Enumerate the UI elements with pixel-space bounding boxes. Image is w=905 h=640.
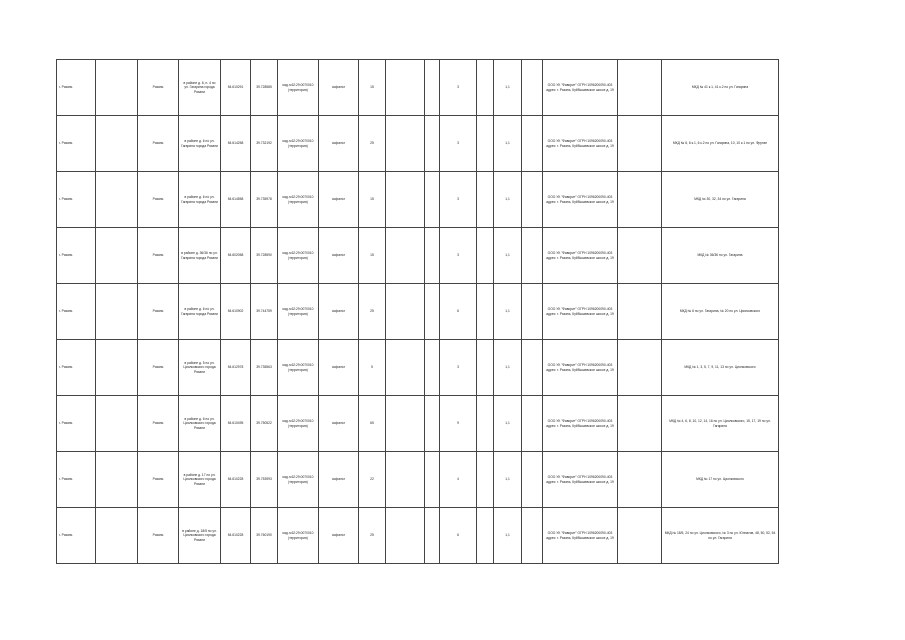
cell-empty <box>477 340 494 396</box>
cell-cadastral: кад.н.62:29:0070010 (территория) <box>278 340 319 396</box>
cell-served-buildings: МКД № 30, 32, 34 по ул. Гагарина <box>662 172 779 228</box>
cell-area: 25 <box>359 284 386 340</box>
cell-container-volume: 1,1 <box>494 228 522 284</box>
cell-empty <box>477 228 494 284</box>
table-row <box>57 508 779 564</box>
table-row <box>57 228 779 284</box>
cell-area: 15 <box>359 172 386 228</box>
cell-empty <box>425 396 440 452</box>
cell-longitude: 39.760190 <box>251 508 278 564</box>
cell-empty <box>96 340 138 396</box>
cell-empty <box>96 508 138 564</box>
cell-address: в районе д. 17 по ул. Циолковского города Рязани <box>179 452 221 508</box>
cell-container-volume: 1,1 <box>494 284 522 340</box>
cell-served-buildings: МКД № 17 по ул. Циолковского <box>662 452 779 508</box>
cell-container-count: 9 <box>440 396 477 452</box>
cell-empty <box>477 452 494 508</box>
cell-city: г. Рязань <box>57 396 96 452</box>
cell-surface: асфальт <box>319 60 359 116</box>
cell-district: Рязань <box>138 508 179 564</box>
cell-empty <box>618 284 662 340</box>
cell-empty <box>522 60 543 116</box>
cell-area: 15 <box>359 228 386 284</box>
cell-container-volume: 1,1 <box>494 452 522 508</box>
cell-container-volume: 1,1 <box>494 396 522 452</box>
cell-address: в районе д. 6 по ул. Гагарина города Рязани <box>179 284 221 340</box>
cell-container-count: 3 <box>440 172 477 228</box>
cell-longitude: 39.735563 <box>251 340 278 396</box>
cell-longitude: 39.728585 <box>251 60 278 116</box>
cell-cadastral: кад.н.62:29:0070010 (территория) <box>278 396 319 452</box>
cell-container-count: 3 <box>440 340 477 396</box>
cell-city: г. Рязань <box>57 452 96 508</box>
cell-container-count: 4 <box>440 452 477 508</box>
table-row <box>57 452 779 508</box>
cell-cadastral: кад.н.62:29:0070010 (территория) <box>278 172 319 228</box>
cell-district: Рязань <box>138 396 179 452</box>
cell-cadastral: кад.н.62:29:0070010 (территория) <box>278 116 319 172</box>
cell-surface: асфальт <box>319 452 359 508</box>
cell-empty <box>522 172 543 228</box>
cell-district: Рязань <box>138 60 179 116</box>
cell-empty <box>477 396 494 452</box>
cell-surface: асфальт <box>319 340 359 396</box>
cell-owner: ООО УК "Фаворит" ОГРН 1096200090-403 адрес: г. Рязань, Куйбышевское шоссе д. 19 <box>543 340 618 396</box>
cell-area: 22 <box>359 452 386 508</box>
cell-empty <box>96 396 138 452</box>
cell-latitude: 54.610495 <box>221 396 251 452</box>
cell-cadastral: кад.н.62:29:0070010 (территория) <box>278 452 319 508</box>
cell-district: Рязань <box>138 116 179 172</box>
cell-city: г. Рязань <box>57 228 96 284</box>
cell-empty <box>386 228 425 284</box>
cell-empty <box>96 172 138 228</box>
cell-address: в районе д. 18/5 по ул. Циолковского города Рязани <box>179 508 221 564</box>
cell-empty <box>96 228 138 284</box>
cell-empty <box>522 284 543 340</box>
cell-surface: асфальт <box>319 116 359 172</box>
cell-served-buildings: МКД № 36/36 по ул. Гагарина <box>662 228 779 284</box>
cell-empty <box>425 60 440 116</box>
cell-longitude: 39.728590 <box>251 228 278 284</box>
cell-district: Рязань <box>138 172 179 228</box>
cell-container-volume: 1,1 <box>494 116 522 172</box>
cell-area: 25 <box>359 116 386 172</box>
cell-empty <box>425 172 440 228</box>
cell-empty <box>477 116 494 172</box>
cell-latitude: 54.610228 <box>221 508 251 564</box>
cell-container-count: 6 <box>440 508 477 564</box>
table-row <box>57 284 779 340</box>
cell-city: г. Рязань <box>57 340 96 396</box>
cell-owner: ООО УК "Фаворит" ОГРН 1096200090-403 адрес: г. Рязань, Куйбышевское шоссе д. 19 <box>543 172 618 228</box>
cell-empty <box>386 452 425 508</box>
cell-area: 25 <box>359 508 386 564</box>
cell-latitude: 54.614558 <box>221 172 251 228</box>
cell-district: Рязань <box>138 452 179 508</box>
cell-empty <box>618 396 662 452</box>
register-table <box>56 59 779 564</box>
cell-container-volume: 1,1 <box>494 60 522 116</box>
cell-longitude: 39.732192 <box>251 116 278 172</box>
cell-owner: ООО УК "Фаворит" ОГРН 1096200090-403 адрес: г. Рязань, Куйбышевское шоссе д. 19 <box>543 452 618 508</box>
cell-latitude: 54.610902 <box>221 284 251 340</box>
cell-empty <box>522 396 543 452</box>
cell-empty <box>522 116 543 172</box>
cell-empty <box>425 452 440 508</box>
cell-empty <box>386 396 425 452</box>
cell-city: г. Рязань <box>57 116 96 172</box>
cell-district: Рязань <box>138 340 179 396</box>
cell-empty <box>425 340 440 396</box>
cell-address: в районе д. 6 по ул. Циолковского города Рязани <box>179 396 221 452</box>
cell-container-count: 3 <box>440 116 477 172</box>
cell-cadastral: кад.н.62:29:0070010 (территория) <box>278 60 319 116</box>
cell-served-buildings: МКД № 4, 6, 8, 10, 12, 14, 16 по ул. Циолковского, 15, 17, 19 по ул. Гагарина <box>662 396 779 452</box>
cell-owner: ООО УК "Фаворит" ОГРН 1096200090-403 адрес: г. Рязань, Куйбышевское шоссе д. 19 <box>543 228 618 284</box>
cell-cadastral: кад.н.62:29:0070010 (территория) <box>278 228 319 284</box>
cell-empty <box>386 60 425 116</box>
table-row <box>57 172 779 228</box>
cell-owner: ООО УК "Фаворит" ОГРН 1096200090-403 адрес: г. Рязань, Куйбышевское шоссе д. 19 <box>543 396 618 452</box>
cell-owner: ООО УК "Фаворит" ОГРН 1096200090-403 адрес: г. Рязань, Куйбышевское шоссе д. 19 <box>543 284 618 340</box>
cell-empty <box>522 340 543 396</box>
cell-empty <box>425 116 440 172</box>
cell-empty <box>386 340 425 396</box>
cell-empty <box>477 60 494 116</box>
cell-empty <box>477 172 494 228</box>
cell-empty <box>618 116 662 172</box>
cell-empty <box>96 452 138 508</box>
cell-city: г. Рязань <box>57 508 96 564</box>
cell-served-buildings: МКД № 6, 6 к.1, 6 к.2 по ул. Гагарина, 10, 10 к.1 по ул. Фрунзе <box>662 116 779 172</box>
cell-cadastral: кад.н.62:29:0070010 (территория) <box>278 284 319 340</box>
cell-owner: ООО УК "Фаворит" ОГРН 1096200090-403 адрес: г. Рязань, Куйбышевское шоссе д. 19 <box>543 508 618 564</box>
cell-latitude: 54.614258 <box>221 116 251 172</box>
cell-served-buildings: МКД № 6 по ул. Гагарина, № 20 по ул. Циолковского <box>662 284 779 340</box>
cell-empty <box>425 508 440 564</box>
cell-city: г. Рязань <box>57 284 96 340</box>
table-row <box>57 396 779 452</box>
cell-empty <box>96 116 138 172</box>
cell-longitude: 39.735978 <box>251 172 278 228</box>
cell-area: 65 <box>359 396 386 452</box>
cell-address: в районе д. 36/36 по ул. Гагарина города Рязани <box>179 228 221 284</box>
cell-latitude: 54.610228 <box>221 452 251 508</box>
cell-city: г. Рязань <box>57 172 96 228</box>
cell-served-buildings: МКД № 41 к.1, 41 к.2 по ул. Гагарина <box>662 60 779 116</box>
cell-empty <box>618 172 662 228</box>
table-row <box>57 116 779 172</box>
cell-empty <box>618 60 662 116</box>
cell-empty <box>425 228 440 284</box>
cell-empty <box>618 228 662 284</box>
cell-empty <box>386 284 425 340</box>
cell-owner: ООО УК "Фаворит" ОГРН 1096200090-403 адрес: г. Рязань, Куйбышевское шоссе д. 19 <box>543 116 618 172</box>
cell-longitude: 39.750522 <box>251 396 278 452</box>
cell-surface: асфальт <box>319 172 359 228</box>
cell-empty <box>522 228 543 284</box>
cell-district: Рязань <box>138 284 179 340</box>
cell-empty <box>96 284 138 340</box>
cell-served-buildings: МКД № 18/5, 24 по ул. Циолковского, № 3 по ул. Юннатов, 48, 50, 52, 54 по ул. Гагарина <box>662 508 779 564</box>
cell-cadastral: кад.н.62:29:0070010 (территория) <box>278 508 319 564</box>
cell-empty <box>477 508 494 564</box>
cell-area: 5 <box>359 340 386 396</box>
cell-container-count: 6 <box>440 284 477 340</box>
cell-container-count: 3 <box>440 228 477 284</box>
cell-area: 15 <box>359 60 386 116</box>
cell-city: г. Рязань <box>57 60 96 116</box>
cell-longitude: 39.753993 <box>251 452 278 508</box>
cell-surface: асфальт <box>319 508 359 564</box>
cell-address: в районе д. 6, п. 4 по ул. Гагарина города Рязани <box>179 60 221 116</box>
cell-district: Рязань <box>138 228 179 284</box>
cell-surface: асфальт <box>319 396 359 452</box>
cell-address: в районе д. 6 по ул. Гагарина города Рязани <box>179 116 221 172</box>
cell-address: в районе д. 5 по ул. Циолковского города Рязани <box>179 340 221 396</box>
cell-container-volume: 1,1 <box>494 172 522 228</box>
cell-empty <box>96 60 138 116</box>
table-row <box>57 340 779 396</box>
table-row <box>57 60 779 116</box>
cell-address: в районе д. 6 по ул. Гагарина города Рязани <box>179 172 221 228</box>
cell-empty <box>386 172 425 228</box>
cell-owner: ООО УК "Фаворит" ОГРН 1096200090-403 адрес: г. Рязань, Куйбышевское шоссе д. 19 <box>543 60 618 116</box>
cell-container-count: 3 <box>440 60 477 116</box>
cell-empty <box>477 284 494 340</box>
cell-empty <box>425 284 440 340</box>
cell-latitude: 54.610291 <box>221 60 251 116</box>
cell-empty <box>618 508 662 564</box>
cell-latitude: 54.602058 <box>221 228 251 284</box>
cell-latitude: 54.612978 <box>221 340 251 396</box>
cell-empty <box>386 116 425 172</box>
cell-empty <box>618 452 662 508</box>
cell-longitude: 39.744759 <box>251 284 278 340</box>
cell-surface: асфальт <box>319 228 359 284</box>
cell-served-buildings: МКД № 1, 3, 5, 7, 9, 11, 13 по ул. Циолковского <box>662 340 779 396</box>
cell-empty <box>522 452 543 508</box>
cell-surface: асфальт <box>319 284 359 340</box>
cell-empty <box>386 508 425 564</box>
cell-empty <box>618 340 662 396</box>
cell-container-volume: 1,1 <box>494 508 522 564</box>
cell-empty <box>522 508 543 564</box>
cell-container-volume: 1,1 <box>494 340 522 396</box>
